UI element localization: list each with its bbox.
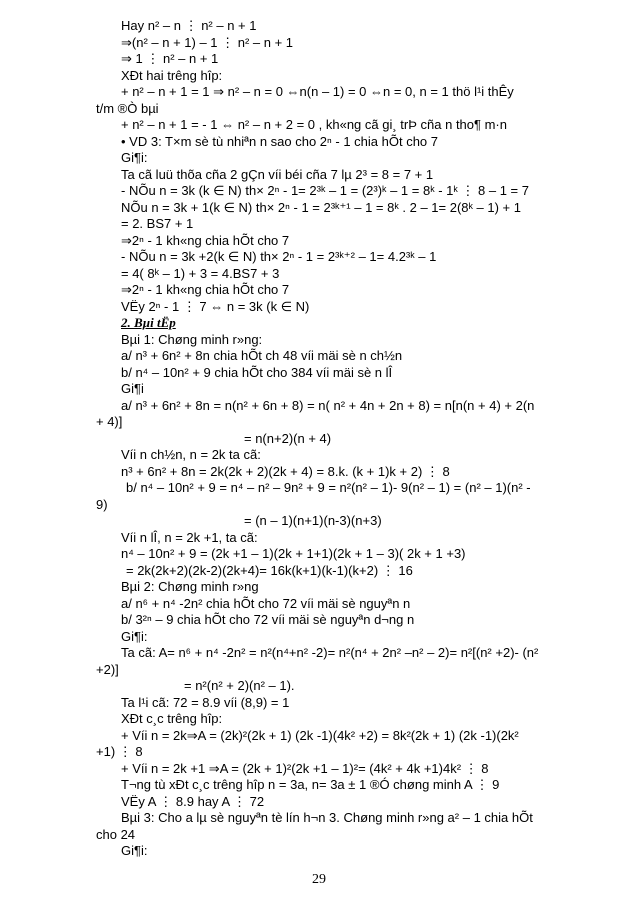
text-line: Bµi 3: Cho a lµ sè nguyªn tè lín h¬n 3. Chøng minh r»ng a² – 1 chia hÕt [121, 810, 533, 825]
text-line: +1) ⋮ 8 [96, 744, 143, 759]
section-heading: 2. Bµi tËp [121, 315, 176, 330]
text-line: Bµi 1: Chøng minh r»ng: [121, 331, 263, 347]
text-line: cho 24 [96, 826, 136, 842]
text-line: T¬ng tù xÐt c¸c trêng hîp n = 3a, n= 3a ± 1 ®Ó chøng minh A ⋮ 9 [121, 777, 500, 792]
text-line: +2)] [96, 661, 119, 677]
text-line: XÐt c¸c trêng hîp: [121, 711, 223, 726]
text-line: n³ + 6n² + 8n = 2k(2k + 2)(2k + 4) = 8.k. (k + 1)k + 2) ⋮ 8 [121, 463, 450, 479]
text-line: Ta l¹i cã: 72 = 8.9 víi (8,9) = 1 [121, 694, 290, 710]
text-line: t/m ®Ò bµi [96, 100, 159, 116]
text-line: a/ n³ + 6n² + 8n = n(n² + 6n + 8) = n( n² + 4n + 2n + 8) = n[n(n + 4) + 2(n [121, 397, 535, 413]
text-line: - NÕu n = 3k +2(k ∈ N) th× 2ⁿ - 1 = 2³ᵏ⁺² – 1= 4.2³ᵏ – 1 [121, 249, 437, 264]
text-line: + 4)] [96, 414, 123, 429]
text-line: a/ n³ + 6n² + 8n chia hÕt ch 48 víi mäi sè n ch½n [121, 348, 403, 363]
text-line: XÐt hai trêng hîp: [121, 67, 223, 83]
text-line: + n² – n + 1 = - 1 ⇔ n² – n + 2 = 0 , kh«ng cã gi¸ trÞ cña n tho¶ m·n [121, 117, 507, 132]
text-line: - NÕu n = 3k (k ∈ N) th× 2ⁿ - 1= 2³ᵏ – 1 = (2³)ᵏ – 1 = 8ᵏ - 1ᵏ ⋮ 8 – 1 = 7 [121, 183, 529, 198]
text-line: ⇒ 1 ⋮ n² – n + 1 [121, 51, 219, 66]
text-line: a/ n⁶ + n⁴ -2n² chia hÕt cho 72 víi mäi sè nguyªn n [121, 595, 411, 611]
page-number: 29 [312, 872, 326, 887]
text-line: Gi¶i: [121, 843, 148, 858]
bullet-line: • VD 3: T×m sè tù nhiªn n sao cho 2ⁿ - 1 chia hÕt cho 7 [121, 133, 439, 149]
text-line: Bµi 2: Chøng minh r»ng [121, 579, 259, 594]
text-line: = n²(n² + 2)(n² – 1). [184, 678, 295, 693]
text-line: NÕu n = 3k + 1(k ∈ N) th× 2ⁿ - 1 = 2³ᵏ⁺¹ – 1 = 8ᵏ . 2 – 1= 2(8ᵏ – 1) + 1 [121, 199, 521, 215]
text-line: b/ 3²ⁿ – 9 chia hÕt cho 72 víi mäi sè nguyªn d¬ng n [121, 612, 415, 627]
text-line: = 2k(2k+2)(2k-2)(2k+4)= 16k(k+1)(k-1)(k+2) ⋮ 16 [126, 562, 413, 578]
text-line: Víi n lÎ, n = 2k +1, ta cã: [121, 529, 258, 545]
text-line: 9) [96, 496, 108, 512]
text-line: = (n – 1)(n+1)(n-3)(n+3) [244, 513, 382, 528]
text-line: Gi¶i: [121, 628, 148, 644]
text-line: = 4( 8ᵏ – 1) + 3 = 4.BS7 + 3 [121, 265, 280, 281]
text-line: VËy A ⋮ 8.9 hay A ⋮ 72 [121, 793, 265, 809]
text-line: ⇒2ⁿ - 1 kh«ng chia hÕt cho 7 [121, 232, 290, 248]
text-line: Ta cã luü thõa cña 2 gÇn víi béi cña 7 lµ 2³ = 8 = 7 + 1 [121, 166, 434, 182]
text-line: b/ n⁴ – 10n² + 9 = n⁴ – n² – 9n² + 9 = n²(n² – 1)- 9(n² – 1) = (n² – 1)(n² - [126, 480, 531, 495]
text-line: Ta cã: A= n⁶ + n⁴ -2n² = n²(n⁴+n² -2)= n²(n⁴ + 2n² –n² – 2)= n²[(n² +2)- (n² [121, 645, 539, 660]
text-line: Gi¶i [121, 381, 144, 396]
text-line: = n(n+2)(n + 4) [244, 430, 332, 446]
text-line: = 2. BS7 + 1 [121, 216, 194, 231]
text-line: + Víi n = 2k⇒A = (2k)²(2k + 1) (2k -1)(4k² +2) = 8k²(2k + 1) (2k -1)(2k² [121, 727, 519, 743]
text-line: VËy 2ⁿ - 1 ⋮ 7 ⇔ n = 3k (k ∈ N) [121, 298, 310, 314]
text-line: + Víi n = 2k +1 ⇒A = (2k + 1)²(2k +1 – 1)²= (4k² + 4k +1)4k² ⋮ 8 [121, 760, 489, 776]
text-line: ⇒(n² – n + 1) – 1 ⋮ n² – n + 1 [121, 34, 294, 50]
text-line: Gi¶i: [121, 150, 148, 165]
text-line: n⁴ – 10n² + 9 = (2k +1 – 1)(2k + 1+1)(2k + 1 – 3)( 2k + 1 +3) [121, 546, 466, 561]
text-line: Hay n² – n ⋮ n² – n + 1 [121, 18, 257, 33]
text-line: Víi n ch½n, n = 2k ta cã: [121, 447, 261, 462]
text-line: ⇒2ⁿ - 1 kh«ng chia hÕt cho 7 [121, 282, 290, 297]
text-line: + n² – n + 1 = 1 ⇒ n² – n = 0 ⇔n(n – 1) = 0 ⇔n = 0, n = 1 thö l¹i thÊy [121, 84, 514, 99]
text-line: b/ n⁴ – 10n² + 9 chia hÕt cho 384 víi mäi sè n lÎ [121, 364, 393, 380]
